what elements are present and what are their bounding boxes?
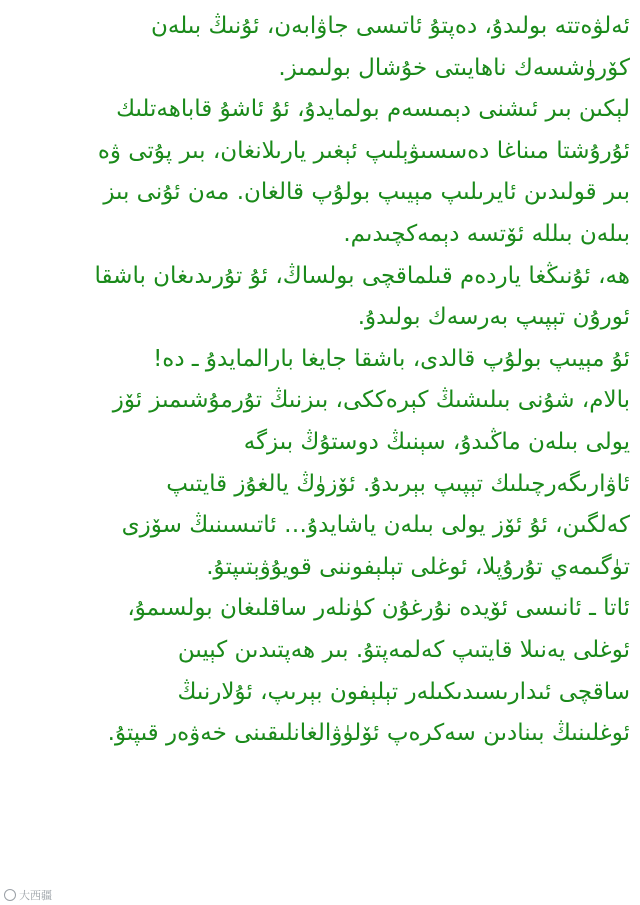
- text-line: لېكىن بىر ئىشنى دېمىسەم بولمايدۇ، ئۇ ئاشۇ قاباھەتلىك: [116, 96, 630, 123]
- text-line: ئاتا ـ ئانىسى ئۆيدە نۇرغۇن كۈنلەر ساقلىغان بولسىمۇ،: [127, 595, 630, 622]
- text-line: كۆرۈشسەك ناھايىتى خۇشال بولىمىز.: [278, 54, 630, 81]
- text-line: ئۇ مېيىپ بولۇپ قالدى، باشقا جايغا بارالمايدۇ ـ دە!: [153, 345, 630, 372]
- text-line: بىر قولىدىن ئايرىلىپ مېيىپ بولۇپ قالغان. مەن ئۇنى بىز: [103, 179, 630, 206]
- text-line: ئوغلىنىڭ بىنادىن سەكرەپ ئۆلۈۋالغانلىقىنى خەۋەر قىپتۇ.: [107, 720, 630, 747]
- text-line: ئورۇن تېپىپ بەرسەك بولىدۇ.: [357, 304, 630, 331]
- text-line: يولى بىلەن ماڭىدۇ، سېنىڭ دوستۇڭ بىزگە: [243, 428, 630, 455]
- text-line: تۈگىمەي تۇرۇپلا، ئوغلى تېلېفوننى قويۇۋېتىپتۇ.: [206, 553, 630, 580]
- text-line: بىلەن بىللە ئۆتسە دېمەكچىدىم.: [343, 220, 630, 247]
- text-line: ئاۋارىگەرچىلىك تېپىپ بېرىدۇ. ئۆزۈڭ يالغۇز قايتىپ: [166, 470, 630, 497]
- text-line: ھە، ئۇنىڭغا ياردەم قىلماقچى بولساڭ، ئۇ تۇرىدىغان باشقا: [94, 262, 630, 289]
- text-line: بالام، شۇنى بىلىشىڭ كېرەككى، بىزنىڭ تۇرمۇشىمىز ئۆز: [112, 387, 630, 414]
- watermark-text: 大西疆: [19, 889, 52, 902]
- text-line: ئۇرۇشتا مىناغا دەسسىۋېلىپ ئېغىر يارىلانغان، بىر پۇتى ۋە: [97, 137, 630, 164]
- text-line: ئەلۋەتتە بولىدۇ، دەپتۇ ئاتىسى جاۋابەن، ئۇنىڭ بىلەن: [151, 13, 630, 39]
- watermark-logo-icon: [4, 889, 16, 901]
- text-line: ساقچى ئىدارىسىدىكىلەر تېلېفون بېرىپ، ئۇلارنىڭ: [177, 678, 630, 705]
- text-line: كەلگىن، ئۇ ئۆز يولى بىلەن ياشايدۇ… ئاتىسىنىڭ سۆزى: [121, 512, 630, 539]
- watermark: [4, 887, 52, 903]
- text-line: ئوغلى يەنىلا قايتىپ كەلمەپتۇ. بىر ھەپتىدىن كېيىن: [177, 636, 630, 663]
